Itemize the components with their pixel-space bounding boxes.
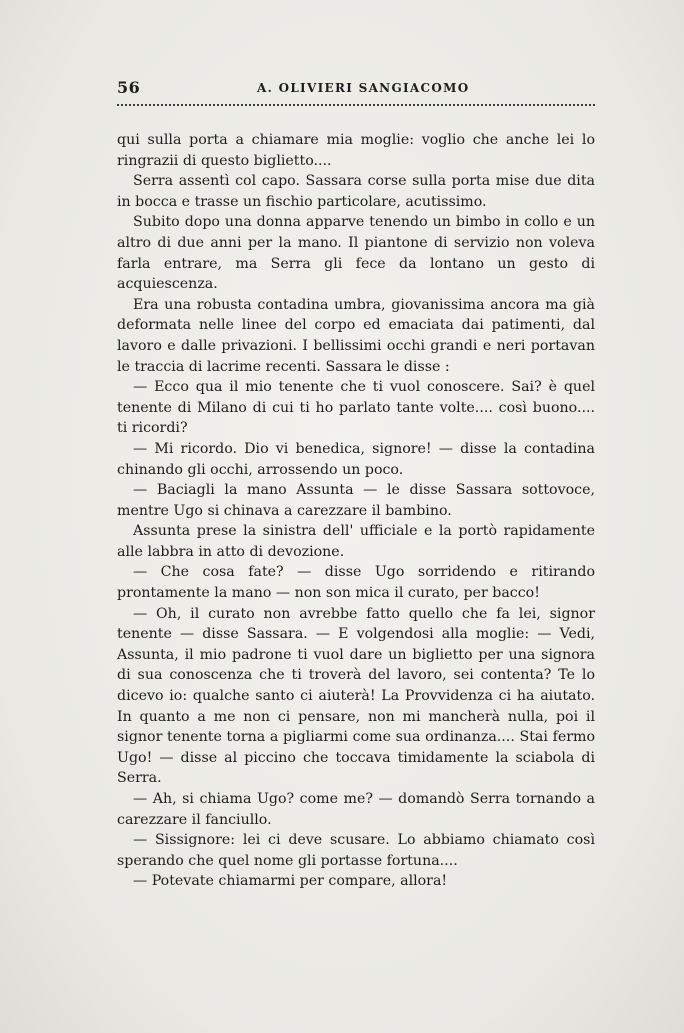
paragraph: — Ecco qua il mio tenente che ti vuol conoscere. Sai? è quel tenente di Milano di cui ti ho parlato tante volte.... così buono.... ti ricordi?: [117, 379, 595, 437]
header-rule: [117, 104, 595, 106]
paragraph: qui sulla porta a chiamare mia moglie: voglio che anche lei lo ringrazii di questo biglietto....: [117, 132, 595, 169]
body-text: [117, 130, 595, 892]
paragraph: Era una robusta contadina umbra, giovanissima ancora ma già deformata nelle linee del corpo ed emaciata dai patimenti, dal lavoro e dalle privazioni. I bellissimi occhi grandi e neri portavan le traccia di lacrime recenti. Sassara le disse :: [117, 296, 595, 375]
paragraph: — Che cosa fate? — disse Ugo sorridendo e ritirando prontamente la mano — non son mica il curato, per bacco!: [117, 564, 595, 602]
paragraph: — Oh, il curato non avrebbe fatto quello che fa lei, signor tenente — disse Sassara. — E volgendosi alla moglie: — Vedi, Assunta, il mio padrone ti vuol dare un biglietto per una signora di sua conoscenza che ti troverà del lavoro, sei contenta? Te lo dicevo io: qualche santo ci aiuterà! La Provvidenza ci ha aiutato. In quanto a me non ci pensare, non mi mancherà nulla, poi il signor tenente torna a pigliarmi come sua ordinanza.... Stai fermo Ugo! — disse al piccino che toccava timidamente la sciabola di Serra.: [117, 605, 595, 787]
paragraph: — Ah, si chiama Ugo? come me? — domandò Serra tornando a carezzare il fanciullo.: [117, 791, 595, 828]
paragraph: — Mi ricordo. Dio vi benedica, signore! — disse la contadina chinando gli occhi, arrossendo un poco.: [117, 440, 595, 478]
page-header: [117, 78, 595, 102]
paragraph: Assunta prese la sinistra dell' ufficiale e la portò rapidamente alle labbra in atto di devozione.: [117, 523, 595, 560]
page-number: 56: [117, 78, 141, 97]
paragraph: — Potevate chiamarmi per compare, allora!: [133, 873, 448, 890]
paragraph: — Sissignore: lei ci deve scusare. Lo abbiamo chiamato così sperando che quel nome gli portasse fortuna....: [117, 832, 595, 869]
paragraph: — Baciagli la mano Assunta — le disse Sassara sottovoce, mentre Ugo si chinava a carezzare il bambino.: [117, 482, 595, 519]
paragraph: Serra assentì col capo. Sassara corse sulla porta mise due dita in bocca e trasse un fischio particolare, acutissimo.: [117, 173, 595, 210]
paragraph: Subito dopo una donna apparve tenendo un bimbo in collo e un altro di due anni per la mano. Il piantone di servizio non voleva farla entrare, ma Serra gli fece da lontano un gesto di acquiescenza.: [117, 214, 595, 293]
running-head: A. OLIVIERI SANGIACOMO: [257, 81, 470, 95]
